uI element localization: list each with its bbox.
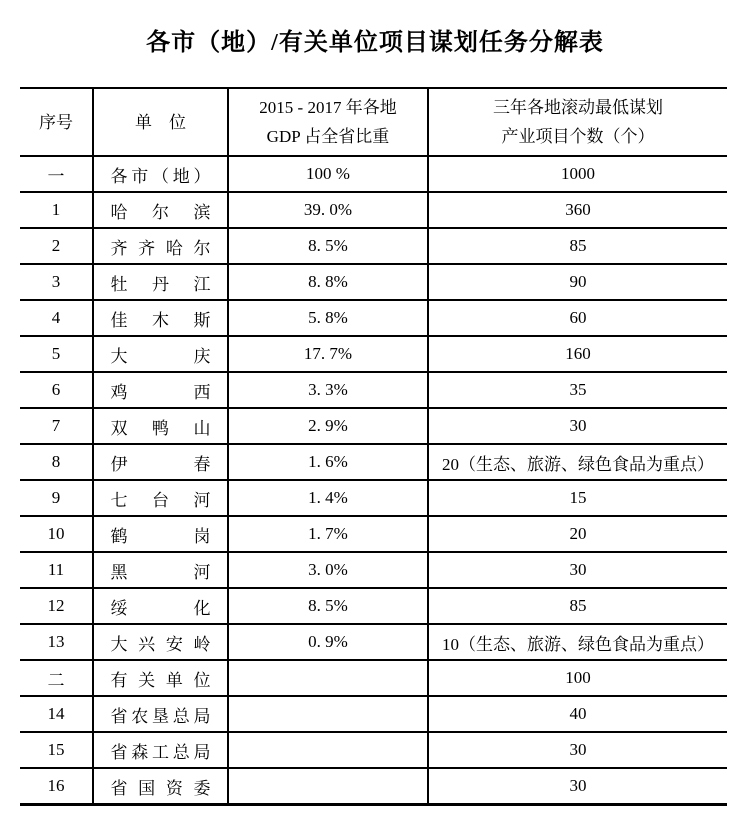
table-row — [20, 156, 727, 192]
cell-unit-name — [93, 624, 228, 660]
header-project-count-line1: 三年各地滚动最低谋划 — [493, 98, 663, 117]
unit-name-text: 佳木斯 — [110, 310, 211, 330]
unit-name-text: 七台河 — [110, 490, 211, 510]
cell-gdp-share: 3. 0% — [228, 552, 428, 588]
unit-name-text: 省国资委 — [110, 778, 211, 798]
table-row — [20, 228, 727, 264]
cell-serial: 9 — [20, 480, 93, 516]
unit-name-text: 鸡西 — [110, 382, 211, 402]
cell-serial: 二 — [20, 660, 93, 696]
cell-project-count: 20（生态、旅游、绿色食品为重点） — [428, 444, 727, 480]
cell-gdp-share: 8. 5% — [228, 228, 428, 264]
cell-unit-name — [93, 408, 228, 444]
cell-project-count: 15 — [428, 480, 727, 516]
table-row — [20, 336, 727, 372]
table-row — [20, 372, 727, 408]
cell-serial: 10 — [20, 516, 93, 552]
table-row — [20, 408, 727, 444]
table-row — [20, 480, 727, 516]
unit-name-text: 各市（地） — [110, 166, 211, 186]
cell-project-count: 40 — [428, 696, 727, 732]
page-title: 各市（地）/有关单位项目谋划任务分解表 — [146, 30, 604, 56]
cell-serial: 3 — [20, 264, 93, 300]
cell-project-count: 360 — [428, 192, 727, 228]
header-project-count — [428, 88, 727, 156]
cell-gdp-share: 17. 7% — [228, 336, 428, 372]
unit-name-text: 牡丹江 — [110, 274, 211, 294]
cell-serial: 8 — [20, 444, 93, 480]
cell-gdp-share: 0. 9% — [228, 624, 428, 660]
cell-unit-name — [93, 336, 228, 372]
header-row — [20, 88, 727, 156]
cell-project-count: 60 — [428, 300, 727, 336]
cell-unit-name — [93, 660, 228, 696]
cell-project-count: 20 — [428, 516, 727, 552]
unit-name-text: 双鸭山 — [110, 418, 211, 438]
cell-unit-name — [93, 696, 228, 732]
cell-gdp-share — [228, 732, 428, 768]
table-row — [20, 264, 727, 300]
cell-project-count: 30 — [428, 768, 727, 805]
cell-serial: 5 — [20, 336, 93, 372]
header-gdp-share-line1: 2015 - 2017 年各地 — [259, 98, 397, 117]
cell-gdp-share — [228, 660, 428, 696]
cell-unit-name — [93, 192, 228, 228]
cell-serial: 4 — [20, 300, 93, 336]
cell-unit-name — [93, 444, 228, 480]
cell-project-count: 1000 — [428, 156, 727, 192]
table-row — [20, 300, 727, 336]
cell-unit-name — [93, 552, 228, 588]
cell-gdp-share: 5. 8% — [228, 300, 428, 336]
cell-gdp-share — [228, 696, 428, 732]
cell-gdp-share: 8. 8% — [228, 264, 428, 300]
cell-gdp-share: 100 % — [228, 156, 428, 192]
cell-project-count: 160 — [428, 336, 727, 372]
cell-unit-name — [93, 264, 228, 300]
task-breakdown-table — [20, 87, 727, 806]
unit-name-text: 有关单位 — [110, 670, 211, 690]
cell-gdp-share: 1. 7% — [228, 516, 428, 552]
cell-serial: 12 — [20, 588, 93, 624]
header-unit: 单 位 — [93, 88, 228, 156]
unit-name-text: 齐齐哈尔 — [110, 238, 211, 258]
table-row — [20, 588, 727, 624]
cell-serial: 6 — [20, 372, 93, 408]
header-serial: 序号 — [20, 88, 93, 156]
cell-gdp-share: 3. 3% — [228, 372, 428, 408]
cell-project-count: 30 — [428, 732, 727, 768]
header-gdp-share — [228, 88, 428, 156]
table-row — [20, 696, 727, 732]
cell-unit-name — [93, 228, 228, 264]
cell-unit-name — [93, 480, 228, 516]
cell-gdp-share: 39. 0% — [228, 192, 428, 228]
cell-unit-name — [93, 516, 228, 552]
cell-project-count: 10（生态、旅游、绿色食品为重点） — [428, 624, 727, 660]
cell-project-count: 30 — [428, 408, 727, 444]
cell-serial: 11 — [20, 552, 93, 588]
unit-name-text: 哈尔滨 — [110, 202, 211, 222]
cell-gdp-share: 8. 5% — [228, 588, 428, 624]
unit-name-text: 省农垦总局 — [110, 706, 211, 726]
table-body — [20, 156, 727, 805]
cell-project-count: 85 — [428, 588, 727, 624]
cell-gdp-share — [228, 768, 428, 805]
unit-name-text: 绥化 — [110, 598, 211, 618]
table-header — [20, 88, 727, 156]
cell-serial: 13 — [20, 624, 93, 660]
cell-gdp-share: 1. 6% — [228, 444, 428, 480]
table-row — [20, 768, 727, 805]
table-row — [20, 660, 727, 696]
cell-serial: 1 — [20, 192, 93, 228]
cell-project-count: 100 — [428, 660, 727, 696]
cell-project-count: 90 — [428, 264, 727, 300]
table-row — [20, 624, 727, 660]
cell-serial: 14 — [20, 696, 93, 732]
cell-unit-name — [93, 588, 228, 624]
cell-unit-name — [93, 156, 228, 192]
header-gdp-share-line2: GDP 占全省比重 — [266, 127, 390, 146]
unit-name-text: 大兴安岭 — [110, 634, 211, 654]
cell-gdp-share: 2. 9% — [228, 408, 428, 444]
header-project-count-line2: 产业项目个数（个） — [501, 127, 655, 146]
table-row — [20, 516, 727, 552]
cell-serial: 2 — [20, 228, 93, 264]
unit-name-text: 鹤岗 — [110, 526, 211, 546]
cell-serial: 16 — [20, 768, 93, 805]
unit-name-text: 伊春 — [110, 454, 211, 474]
table-row — [20, 732, 727, 768]
unit-name-text: 黑河 — [110, 562, 211, 582]
cell-unit-name — [93, 300, 228, 336]
table-row — [20, 444, 727, 480]
cell-project-count: 30 — [428, 552, 727, 588]
cell-unit-name — [93, 372, 228, 408]
table-row — [20, 552, 727, 588]
unit-name-text: 大庆 — [110, 346, 211, 366]
table-row — [20, 192, 727, 228]
unit-name-text: 省森工总局 — [110, 742, 211, 762]
cell-gdp-share: 1. 4% — [228, 480, 428, 516]
cell-serial: 一 — [20, 156, 93, 192]
cell-unit-name — [93, 768, 228, 805]
cell-unit-name — [93, 732, 228, 768]
cell-serial: 15 — [20, 732, 93, 768]
cell-serial: 7 — [20, 408, 93, 444]
cell-project-count: 85 — [428, 228, 727, 264]
cell-project-count: 35 — [428, 372, 727, 408]
